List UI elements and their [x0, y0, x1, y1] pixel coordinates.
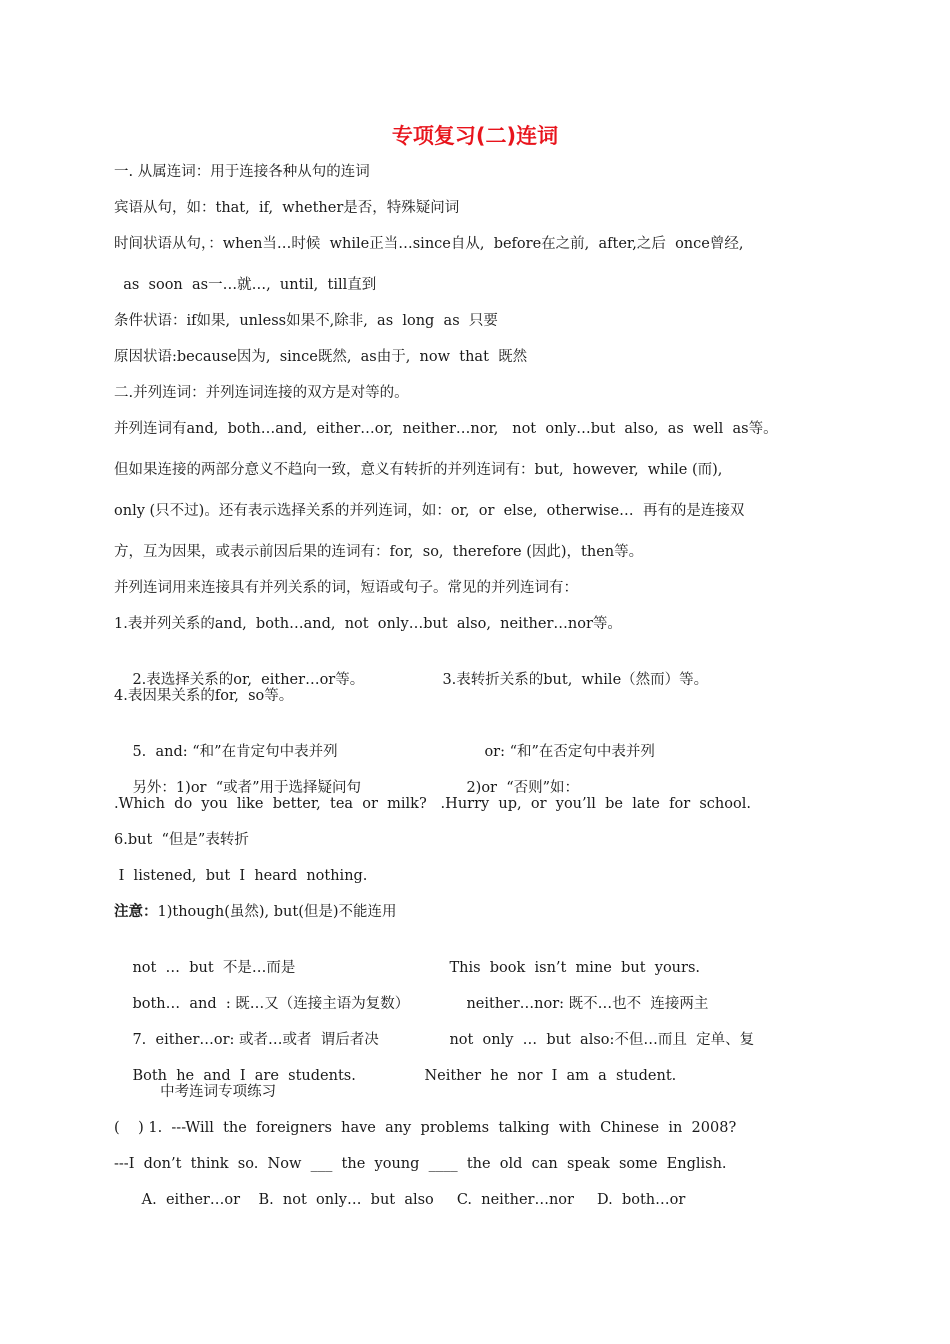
question-line: ---I don’t think so. Now ___ the young ____ the old can speak some English. [114, 1156, 727, 1172]
question-line: ( ) 1. ---Will the foreigners have any problems talking with Chinese in 2008? [114, 1120, 737, 1136]
text-line [424, 650, 708, 710]
text-line: 但如果连接的两部分意义不趋向一致，意义有转折的并列连词有：but, however, while (而), [114, 462, 723, 478]
text-left: 另外：1)or “或者”用于选择疑问句 [132, 780, 362, 796]
page-title: 专项复习(二)连词 [391, 124, 559, 148]
text-line: 6.but “但是”表转折 [114, 832, 249, 848]
text-left: Both he and I are students. [132, 1068, 356, 1084]
example-sentence: I listened, but I heard nothing. [114, 868, 368, 884]
text-line: 方，互为因果，或表示前因后果的连词有：for, so, therefore (因此)，then等。 [114, 544, 644, 560]
text-left: 5. and: “和”在肯定句中表并列 [132, 744, 338, 760]
text-right: Neither he nor I am a student. [424, 1068, 677, 1084]
exercise-heading: 中考连词专项练习 [114, 1084, 277, 1100]
text-right: 3.表转折关系的but, while（然而）等。 [442, 672, 709, 688]
text-left: not … but 不是…而是 [132, 960, 296, 976]
text-left: both… and : 既…又（连接主语为复数） [132, 996, 410, 1012]
text-right: This book isn’t mine but yours. [449, 960, 700, 976]
answer-options: A. either…or B. not only… but also C. neither…nor D. both…or [114, 1192, 686, 1208]
note-text: 1)though(虽然), but(但是)不能连用 [157, 904, 397, 920]
note-label: 注意： [114, 903, 158, 920]
text-line: 时间状语从句，：when当…时候 while正当…since自从, before在之前, after,之后 once曾经, [114, 236, 744, 252]
text-line [406, 1046, 676, 1106]
section-heading: 二.并列连词：并列连词连接的双方是对等的。 [114, 385, 409, 401]
text-line: 1.表并列关系的and, both…and, not only…but also, neither…nor等。 [114, 616, 622, 632]
text-right: neither…nor: 既不…也不 连接两主 [466, 996, 709, 1012]
text-line: 条件状语：if如果, unless如果不,除非, as long as 只要 [114, 313, 498, 329]
note-line [114, 902, 397, 922]
text-line: 一. 从属连词：用于连接各种从句的连词 [114, 164, 370, 180]
text-right: 2)or “否则”如： [466, 780, 580, 796]
text-line: 并列连词用来连接具有并列关系的词，短语或句子。常见的并列连词有： [114, 580, 578, 596]
text-left: 7. either…or: 或者…或者 谓后者决 [132, 1032, 379, 1048]
text-line: 宾语从句，如：that, if, whether是否，特殊疑问词 [114, 200, 460, 216]
text-line: 4.表因果关系的for, so等。 [114, 688, 294, 704]
text-line: as soon as一…就…, until, till直到 [114, 277, 377, 293]
example-sentences: .Which do you like better, tea or milk? .Hurry up, or you’ll be late for school. [114, 796, 751, 812]
text-right: or: “和”在否定句中表并列 [484, 744, 655, 760]
text-right: not only … but also:不但…而且 定单、复 [449, 1032, 755, 1048]
text-line: 并列连词有and, both…and, either…or, neither…nor, not only…but also, as well as等。 [114, 421, 778, 437]
text-left: 2.表选择关系的or, either…or等。 [132, 672, 365, 688]
text-line: only (只不过)。还有表示选择关系的并列连词，如：or, or else, otherwise… 再有的是连接双 [114, 503, 745, 519]
text-line: 原因状语:because因为, since既然, as由于, now that 既然 [114, 349, 528, 365]
